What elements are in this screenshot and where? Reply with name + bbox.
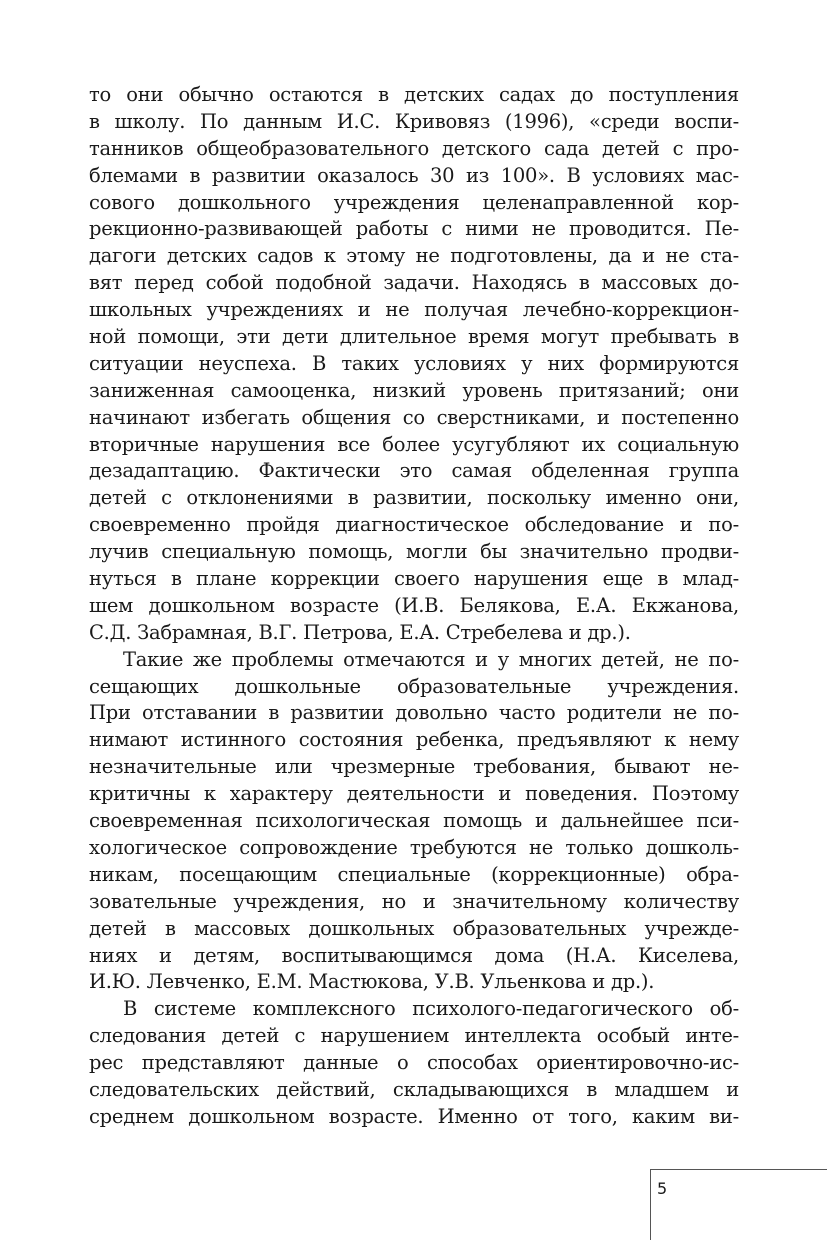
text-line: никам, посещающим специальные (коррекционные) обра- (89, 862, 739, 886)
text-line: школьных учреждениях и не получая лечебно-коррекцион- (89, 298, 739, 322)
text-line: зовательные учреждения, но и значительному количеству (89, 889, 739, 913)
text-line: среднем дошкольном возрасте. Именно от того, каким ви- (89, 1104, 739, 1128)
text-line: танников общеобразовательного детского сада детей с про- (89, 136, 739, 160)
paragraph (89, 996, 739, 1130)
text-line: С.Д. Забрамная, В.Г. Петрова, Е.А. Стребелева и др.). (89, 620, 631, 644)
paragraph (89, 82, 739, 647)
text-line: детей в массовых дошкольных образовательных учрежде- (89, 916, 739, 940)
text-line: дагоги детских садов к этому не подготовлены, да и не ста- (89, 244, 739, 268)
page-number-frame (650, 1169, 827, 1240)
page-number: 5 (657, 1179, 668, 1198)
main-text (89, 82, 739, 1131)
text-line: нимают истинного состояния ребенка, предъявляют к нему (89, 728, 739, 752)
text-line: сещающих дошкольные образовательные учреждения. (89, 674, 739, 698)
text-line: ниях и детям, воспитывающимся дома (Н.А. Киселева, (89, 943, 739, 967)
text-line: хологическое сопровождение требуются не только дошколь- (89, 835, 739, 859)
text-line: шем дошкольном возрасте (И.В. Белякова, Е.А. Екжанова, (89, 593, 739, 617)
text-line: рекционно-развивающей работы с ними не проводится. Пе- (89, 217, 739, 241)
text-line: нуться в плане коррекции своего нарушения еще в млад- (89, 567, 739, 591)
text-line: своевременная психологическая помощь и дальнейшее пси- (89, 809, 739, 833)
text-line: незначительные или чрезмерные требования, бывают не- (89, 755, 739, 779)
text-line: В системе комплексного психолого-педагогического об- (123, 997, 739, 1021)
text-line: И.Ю. Левченко, Е.М. Мастюкова, У.В. Ульенкова и др.). (89, 970, 655, 994)
text-line: следования детей с нарушением интеллекта особый инте- (89, 1024, 739, 1048)
text-line: лучив специальную помощь, могли бы значительно продви- (89, 540, 739, 564)
text-line: ситуации неуспеха. В таких условиях у них формируются (89, 351, 739, 375)
text-line: заниженная самооценка, низкий уровень притязаний; они (89, 378, 739, 402)
text-line: следовательских действий, складывающихся в младшем и (89, 1077, 739, 1101)
text-line: в школу. По данным И.С. Кривовяз (1996), «среди воспи- (89, 109, 739, 133)
text-line: дезадаптацию. Фактически это самая обделенная группа (89, 459, 739, 483)
paragraph (89, 647, 739, 997)
text-line: своевременно пройдя диагностическое обследование и по- (89, 513, 739, 537)
text-line: вят перед собой подобной задачи. Находясь в массовых до- (89, 271, 739, 295)
text-line: сового дошкольного учреждения целенаправленной кор- (89, 190, 739, 214)
text-line: детей с отклонениями в развитии, поскольку именно они, (89, 486, 739, 510)
text-line: начинают избегать общения со сверстниками, и постепенно (89, 405, 739, 429)
text-line: критичны к характеру деятельности и поведения. Поэтому (89, 782, 739, 806)
text-line: Такие же проблемы отмечаются и у многих детей, не по- (123, 647, 739, 671)
text-line: При отставании в развитии довольно часто родители не по- (89, 701, 739, 725)
text-line: вторичные нарушения все более усугубляют их социальную (89, 432, 739, 456)
text-line: ной помощи, эти дети длительное время могут пребывать в (89, 325, 739, 349)
text-line: рес представляют данные о способах ориентировочно-ис- (89, 1051, 739, 1075)
text-line: блемами в развитии оказалось 30 из 100». В условиях мас- (89, 163, 739, 187)
text-line: то они обычно остаются в детских садах до поступления (89, 83, 739, 106)
